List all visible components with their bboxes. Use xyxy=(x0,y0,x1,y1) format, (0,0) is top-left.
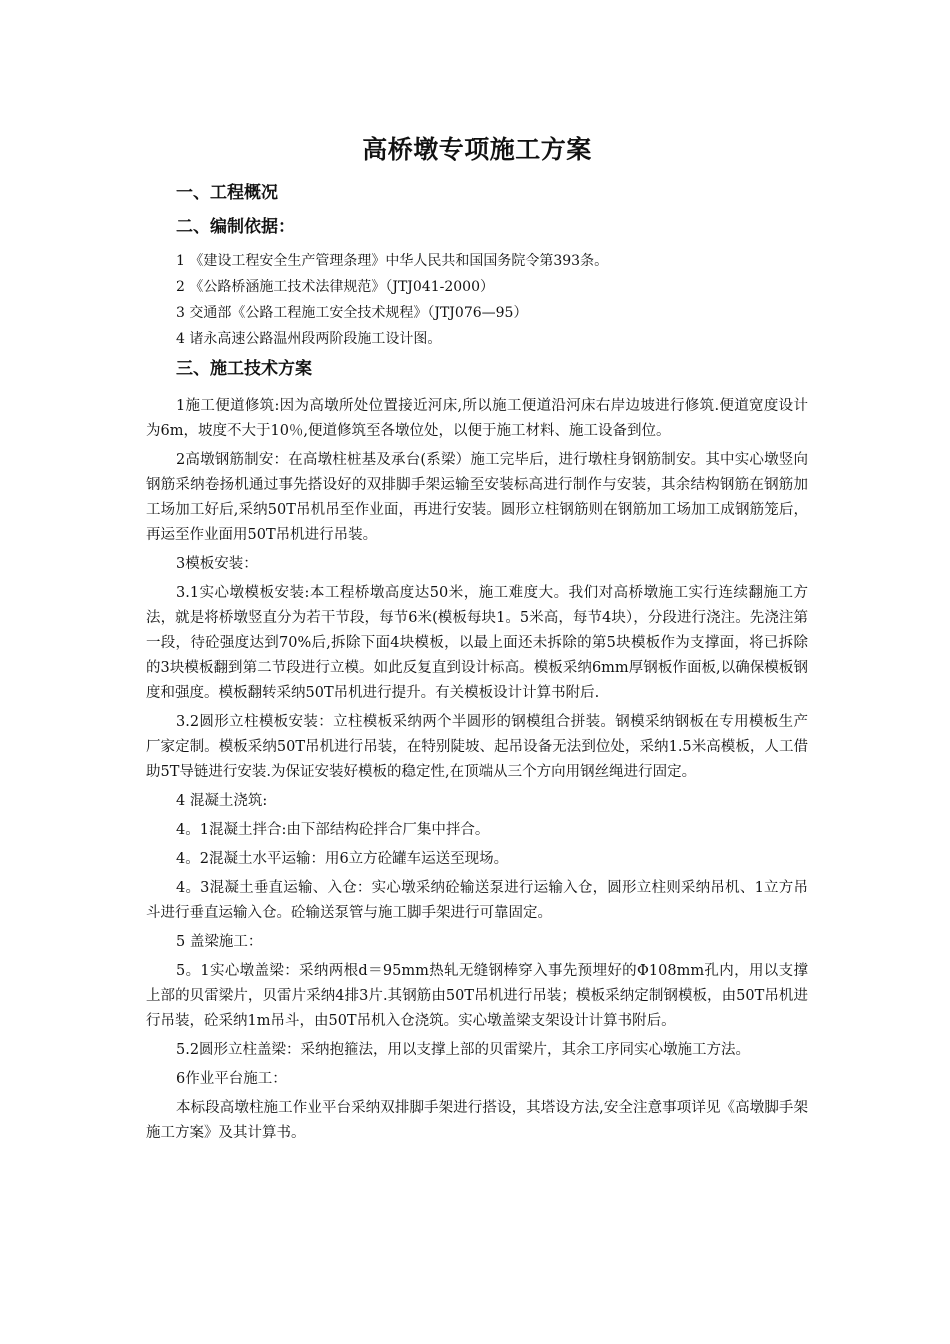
subheading-platform: 6作业平台施工： xyxy=(176,1071,287,1087)
paragraph-rebar: 2高墩钢筋制安：在高墩柱桩基及承台(系梁）施工完毕后，进行墩柱身钢筋制安。其中实心墩竖向钢筋采纳卷扬机通过事先搭设好的双排脚手架运输至安装标高进行制作与安装，其余结构钢筋在钢筋加工场加工好后,采纳50T吊机吊至作业面，再进行安装。圆形立柱钢筋则在钢筋加工场加工成钢筋笼后，再运至作业面用50T吊机进行吊装。 xyxy=(146,452,808,543)
subheading-cap-beam: 5 盖梁施工： xyxy=(176,934,263,950)
paragraph-cap-beam-round: 5.2圆形立柱盖梁：采纳抱箍法，用以支撑上部的贝雷梁片，其余工序同实心墩施工方法。 xyxy=(176,1042,751,1058)
paragraph-cap-beam-solid: 5。1实心墩盖梁：采纳两根d＝95mm热轧无缝钢棒穿入事先预埋好的Φ108mm孔内，用以支撑上部的贝雷梁片，贝雷片采纳4排3片.其钢筋由50T吊机进行吊装；模板采纳定制钢模板，由50T吊机进行吊装，砼采纳1m吊斗，由50T吊机入仓浇筑。实心墩盖梁支架设计计算书附后。 xyxy=(146,963,808,1029)
paragraph-concrete-mixing: 4。1混凝土拌合:由下部结构砼拌合厂集中拌合。 xyxy=(176,822,490,838)
basis-item: 2 《公路桥涵施工技术法律规范》（JTJ041-2000） xyxy=(176,279,494,295)
paragraph-concrete-vertical: 4。3混凝土垂直运输、入仓：实心墩采纳砼输送泵进行运输入仓，圆形立柱则采纳吊机、1立方吊斗进行垂直运输入仓。砼输送泵管与施工脚手架进行可靠固定。 xyxy=(146,880,808,921)
document-page xyxy=(146,128,808,1146)
subheading-formwork: 3模板安装： xyxy=(176,556,258,572)
section-heading-technical: 三、施工技术方案 xyxy=(176,359,312,379)
paragraph-platform: 本标段高墩柱施工作业平台采纳双排脚手架进行搭设，其塔设方法,安全注意事项详见《高墩脚手架施工方案》及其计算书。 xyxy=(146,1100,808,1141)
basis-item: 3 交通部《公路工程施工安全技术规程》（JTJ076—95） xyxy=(176,305,528,321)
paragraph-access-road: 1施工便道修筑:因为高墩所处位置接近河床,所以施工便道沿河床右岸边坡进行修筑.便道宽度设计为6m，坡度不大于10％,便道修筑至各墩位处，以便于施工材料、施工设备到位。 xyxy=(146,398,808,439)
section-heading-overview: 一、工程概况 xyxy=(176,183,278,203)
section-heading-basis: 二、编制依据： xyxy=(176,217,295,237)
basis-item: 4 诸永高速公路温州段两阶段施工设计图。 xyxy=(176,331,442,347)
subheading-concrete: 4 混凝土浇筑: xyxy=(176,793,268,809)
paragraph-formwork-round-column: 3.2圆形立柱模板安装：立柱模板采纳两个半圆形的钢模组合拼装。钢模采纳钢板在专用模板生产厂家定制。模板采纳50T吊机进行吊装，在特别陡坡、起吊设备无法到位处，采纳1.5米高模板，人工借助5T导链进行安装.为保证安装好模板的稳定性,在顶端从三个方向用钢丝绳进行固定。 xyxy=(146,714,808,780)
paragraph-formwork-solid-pier: 3.1实心墩模板安装:本工程桥墩高度达50米，施工难度大。我们对高桥墩施工实行连续翻施工方法，就是将桥墩竖直分为若干节段，每节6米(模板每块1。5米高，每节4块），分段进行浇注。先浇注第一段，待砼强度达到70%后,拆除下面4块模板，以最上面还未拆除的第5块模板作为支撑面，将已拆除的3块模板翻到第二节段进行立模。如此反复直到设计标高。模板采纳6mm厚钢板作面板,以确保模板钢度和强度。模板翻转采纳50T吊机进行提升。有关模板设计计算书附后. xyxy=(146,585,808,701)
basis-item: 1 《建设工程安全生产管理条理》中华人民共和国国务院令第393条。 xyxy=(176,253,609,269)
paragraph-concrete-horizontal: 4。2混凝土水平运输：用6立方砼罐车运送至现场。 xyxy=(176,851,509,867)
document-title: 高桥墩专项施工方案 xyxy=(362,135,592,164)
